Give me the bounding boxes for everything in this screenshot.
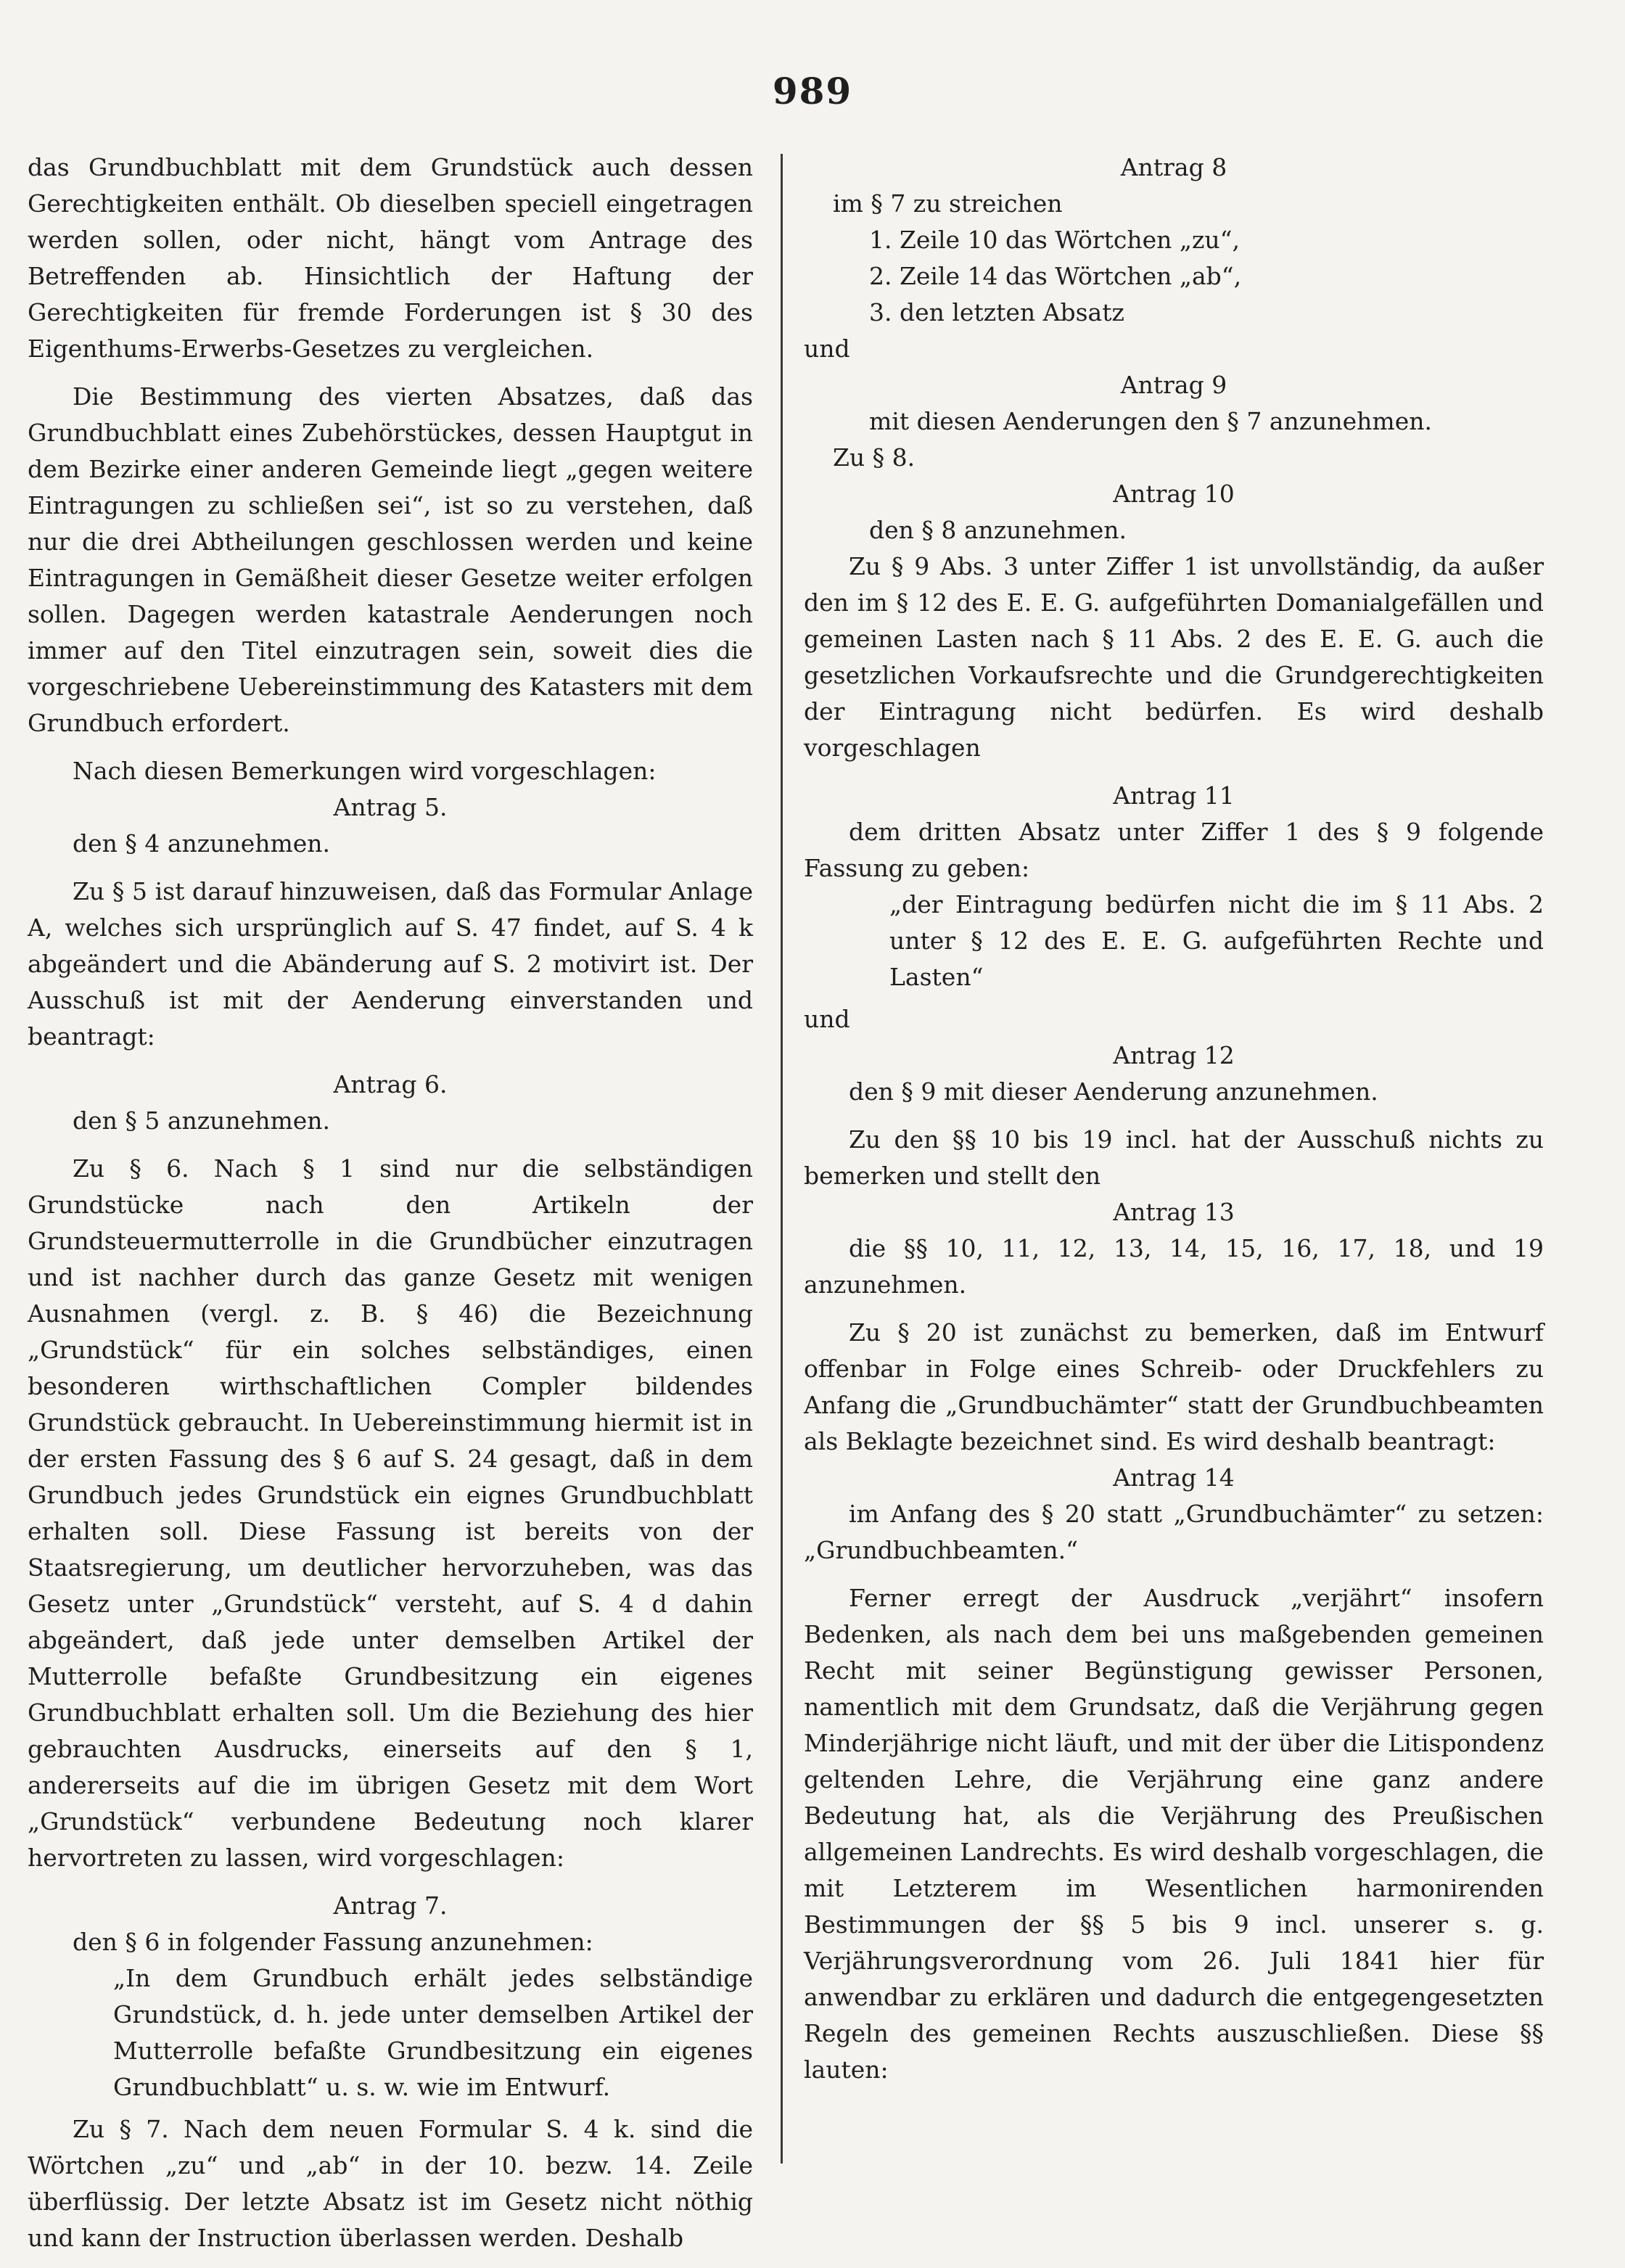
antrag-text: dem dritten Absatz unter Ziffer 1 des § 9 folgende Fassung zu geben: [804, 818, 1544, 882]
paragraph: Zu § 6. Nach § 1 sind nur die selbständigen Grundstücke nach den Artikeln der Grundsteuermutterrolle in die Grundbücher einzutragen und ist nachher durch das ganze Gesetz mit wenigen Ausnahmen (vergl. z. B. § 46) die Bezeichnung „Grundstück“ für ein solches selbständiges, einen besonderen wirthschaftlichen Compler bildendes Grundstück gebraucht. In Uebereinstimmung hiermit ist in der ersten Fassung des § 6 auf S. 24 gesagt, daß in dem Grundbuch jedes Grundstück ein eignes Grundbuchblatt erhalten soll. Diese Fassung ist bereits von der Staatsregierung, um deutlicher hervorzuheben, was das Gesetz unter „Grundstück“ versteht, auf S. 4 d dahin abgeändert, daß jede unter demselben Artikel der Mutterrolle befaßte Grundbesitzung ein eigenes Grundbuchblatt erhalten soll. Um die Beziehung des hier gebrauchten Ausdrucks, einerseits auf den § 1, andererseits auf die im übrigen Gesetz mit dem Wort „Grundstück“ verbundene Bedeutung noch klarer hervortreten zu lassen, wird vorgeschlagen: [28, 1154, 753, 1872]
paragraph: Ferner erregt der Ausdruck „verjährt“ insofern Bedenken, als nach dem bei uns maßgebenden gemeinen Recht mit seiner Begünstigung gewisser Personen, namentlich mit dem Grundsatz, daß die Verjährung gegen Minderjährige nicht läuft, und mit der über die Litispondenz geltenden Lehre, die Verjährung eine ganz andere Bedeutung hat, als die Verjährung des Preußischen allgemeinen Landrechts. Es wird deshalb vorgeschlagen, die mit Letzterem im Wesentlichen harmonirenden Bestimmungen der §§ 5 bis 9 incl. unserer s. g. Verjährungsverordnung vom 26. Juli 1841 hier für anwendbar zu erklären und dadurch die entgegengesetzten Regeln des gemeinen Rechts auszuschließen. Diese §§ lauten: [804, 1584, 1544, 2084]
paragraph: das Grundbuchblatt mit dem Grundstück auch dessen Gerechtigkeiten enthält. Ob dieselben speciell eingetragen werden sollen, oder nicht, hängt vom Antrage des Betreffenden ab. Hinsichtlich der Haftung der Gerechtigkeiten für fremde Forderungen ist § 30 des Eigenthums-Erwerbs-Gesetzes zu vergleichen. [28, 153, 753, 363]
antrag-text: den § 6 in folgender Fassung anzunehmen: [73, 1928, 593, 1956]
paragraph: Zu § 20 ist zunächst zu bemerken, daß im Entwurf offenbar in Folge eines Schreib- oder Druckfehlers zu Anfang die „Grundbuchämter“ statt der Grundbuchbeamten als Beklagte bezeichnet sind. Es wird deshalb beantragt: [804, 1318, 1544, 1455]
antrag-heading: Antrag 11 [1113, 781, 1235, 810]
antrag-text: im § 7 zu streichen [833, 189, 1063, 218]
right-column [804, 149, 1544, 2100]
antrag-heading: Antrag 12 [1113, 1041, 1235, 1069]
paragraph: Die Bestimmung des vierten Absatzes, daß das Grundbuchblatt eines Zubehörstückes, dessen Hauptgut in dem Bezirke einer anderen Gemeinde liegt „gegen weitere Eintragungen zu schließen sei“, ist so zu verstehen, daß nur die drei Abtheilungen geschlossen werden und keine Eintragungen in Gemäßheit dieser Gesetze weiter erfolgen sollen. Dagegen werden katastrale Aenderungen noch immer auf den Titel einzutragen sein, soweit dies die vorgeschriebene Uebereinstimmung des Katasters mit dem Grundbuch erfordert. [28, 382, 753, 737]
left-column [28, 149, 753, 2268]
page-number: 989 [772, 70, 853, 112]
antrag-heading: Antrag 10 [1113, 480, 1235, 508]
antrag-text: mit diesen Aenderungen den § 7 anzunehmen. [869, 407, 1432, 435]
antrag-text: den § 9 mit dieser Aenderung anzunehmen. [849, 1077, 1378, 1106]
antrag-heading: Antrag 13 [1113, 1198, 1235, 1226]
antrag-quote: „In dem Grundbuch erhält jedes selbständige Grundstück, d. h. jede unter demselben Artikel der Mutterrolle befaßte Grundbesitzung ein eigenes Grundbuchblatt“ u. s. w. wie im Entwurf. [113, 1964, 753, 2101]
antrag-heading: Antrag 6. [333, 1070, 448, 1098]
section-label: Zu § 8. [833, 443, 916, 472]
antrag-heading: Antrag 14 [1113, 1463, 1235, 1492]
antrag-text: den § 8 anzunehmen. [869, 516, 1127, 544]
paragraph: Zu § 9 Abs. 3 unter Ziffer 1 ist unvollständig, da außer den im § 12 des E. E. G. aufgeführten Domanialgefällen und gemeinen Lasten nach § 11 Abs. 2 des E. E. G. auch die gesetzlichen Vorkaufsrechte und die Grundgerechtigkeiten der Eintragung nicht bedürfen. Es wird deshalb vorgeschlagen [804, 552, 1544, 762]
antrag-text: den § 5 anzunehmen. [73, 1106, 331, 1135]
list-item: 3. den letzten Absatz [869, 298, 1124, 326]
antrag-heading: Antrag 9 [1120, 371, 1227, 399]
antrag-text: die §§ 10, 11, 12, 13, 14, 15, 16, 17, 18, und 19 anzunehmen. [804, 1234, 1544, 1299]
paragraph: Nach diesen Bemerkungen wird vorgeschlagen: [73, 757, 657, 785]
paragraph: Zu § 7. Nach dem neuen Formular S. 4 k. sind die Wörtchen „zu“ und „ab“ in der 10. bezw. 14. Zeile überflüssig. Der letzte Absatz ist im Gesetz nicht nöthig und kann der Instruction überlassen werden. Deshalb [28, 2115, 753, 2252]
list-item: 2. Zeile 14 das Wörtchen „ab“, [869, 262, 1242, 290]
list-item: 1. Zeile 10 das Wörtchen „zu“, [869, 226, 1240, 254]
antrag-heading: Antrag 7. [333, 1891, 448, 1920]
paragraph: Zu den §§ 10 bis 19 incl. hat der Ausschuß nichts zu bemerken und stellt den [804, 1125, 1544, 1190]
antrag-text: den § 4 anzunehmen. [73, 829, 331, 858]
und-connector: und [804, 1005, 850, 1033]
antrag-text: im Anfang des § 20 statt „Grundbuchämter“ zu setzen: „Grundbuchbeamten.“ [804, 1500, 1544, 1564]
und-connector: und [804, 334, 850, 363]
antrag-heading: Antrag 8 [1120, 153, 1227, 181]
antrag-heading: Antrag 5. [333, 793, 448, 821]
antrag-quote: „der Eintragung bedürfen nicht die im § 11 Abs. 2 unter § 12 des E. E. G. aufgeführten Rechte und Lasten“ [889, 890, 1544, 991]
paragraph: Zu § 5 ist darauf hinzuweisen, daß das Formular Anlage A, welches sich ursprünglich auf S. 47 findet, auf S. 4 k abgeändert und die Abänderung auf S. 2 motivirt ist. Der Ausschuß ist mit der Aenderung einverstanden und beantragt: [28, 877, 753, 1051]
column-divider [781, 154, 783, 2164]
